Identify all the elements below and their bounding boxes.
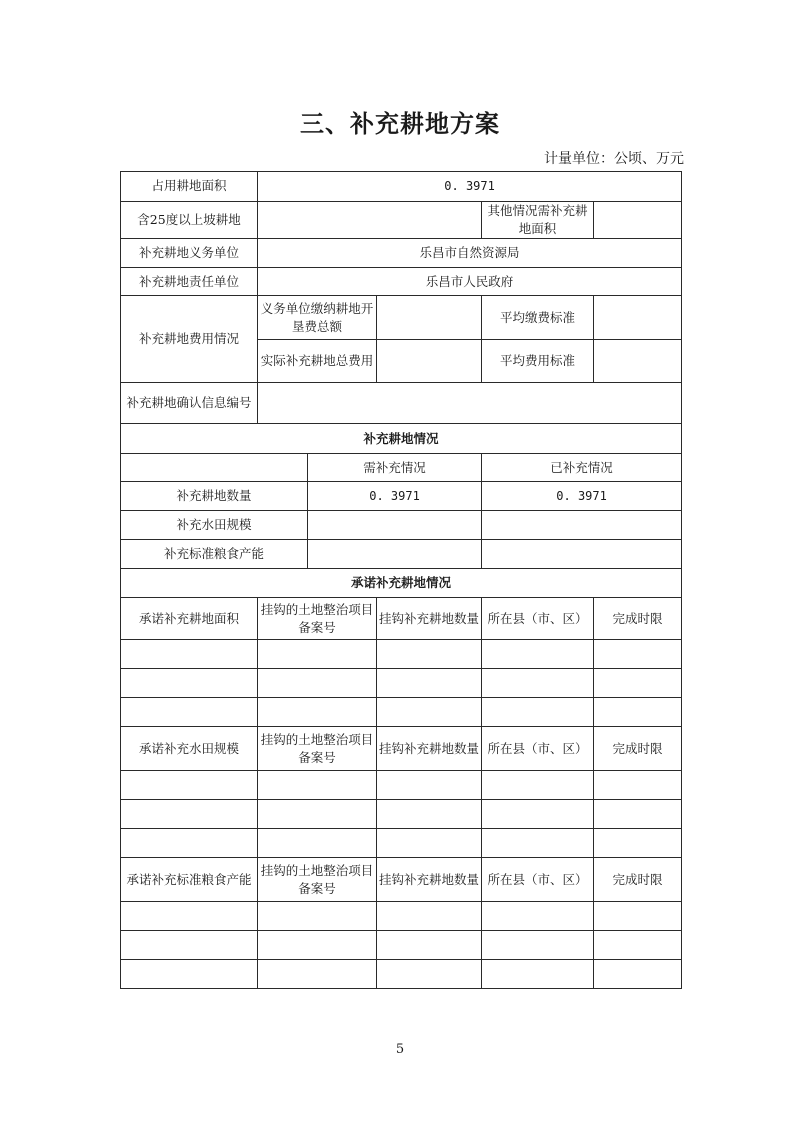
supplement-row-done: 0. 3971 (482, 482, 682, 511)
table-row (121, 771, 682, 800)
supplement-blank-header (121, 454, 308, 482)
table-row (121, 598, 682, 640)
table-row (121, 239, 682, 268)
unit-note: 计量单位：公顷、万元 (544, 151, 684, 167)
supplement-row-label: 补充耕地数量 (121, 482, 308, 511)
responsible-unit-label: 补充耕地责任单位 (121, 268, 258, 296)
supplement-row-label: 补充标准粮食产能 (121, 540, 308, 569)
col-county-header: 所在县（市、区） (482, 598, 594, 640)
table-row (121, 858, 682, 902)
supplement-row-label: 补充水田规模 (121, 511, 308, 540)
col-quantity-header: 挂钩补充耕地数量 (377, 858, 482, 902)
col-quantity-header: 挂钩补充耕地数量 (377, 598, 482, 640)
table-row (121, 511, 682, 540)
slope25-value (258, 202, 482, 239)
promise-group-label: 承诺补充水田规模 (121, 727, 258, 771)
col-county-header: 所在县（市、区） (482, 858, 594, 902)
avg-pay-label: 平均缴费标准 (482, 296, 594, 340)
supplement-row-done (482, 540, 682, 569)
col-quantity-header: 挂钩补充耕地数量 (377, 727, 482, 771)
table-row (121, 202, 682, 239)
slope25-label: 含25度以上坡耕地 (121, 202, 258, 239)
promise-heading: 承诺补充耕地情况 (121, 569, 682, 598)
table-row (121, 454, 682, 482)
table-row (121, 902, 682, 931)
fee-paid-label: 义务单位缴纳耕地开垦费总额 (258, 296, 377, 340)
supplement-heading: 补充耕地情况 (121, 424, 682, 454)
table-row (121, 383, 682, 424)
obligation-unit-label: 补充耕地义务单位 (121, 239, 258, 268)
table-row (121, 698, 682, 727)
page-title: 三、补充耕地方案 (300, 110, 500, 138)
occupied-area-value: 0. 3971 (258, 172, 682, 202)
table-row (121, 960, 682, 989)
col-deadline-header: 完成时限 (594, 727, 682, 771)
col-done-header: 已补充情况 (482, 454, 682, 482)
table-row (121, 172, 682, 202)
supplement-row-need: 0. 3971 (308, 482, 482, 511)
table-row (121, 424, 682, 454)
col-county-header: 所在县（市、区） (482, 727, 594, 771)
obligation-unit-value: 乐昌市自然资源局 (258, 239, 682, 268)
responsible-unit-value: 乐昌市人民政府 (258, 268, 682, 296)
actual-cost-label: 实际补充耕地总费用 (258, 340, 377, 383)
farmland-plan-table (120, 171, 682, 989)
avg-cost-value (594, 340, 682, 383)
supplement-row-need (308, 540, 482, 569)
fee-paid-value (377, 296, 482, 340)
supplement-row-need (308, 511, 482, 540)
fee-label: 补充耕地费用情况 (121, 296, 258, 383)
col-project-header: 挂钩的土地整治项目备案号 (258, 727, 377, 771)
avg-cost-label: 平均费用标准 (482, 340, 594, 383)
table-row (121, 296, 682, 340)
confirm-no-value (258, 383, 682, 424)
other-need-value (594, 202, 682, 239)
col-need-header: 需补充情况 (308, 454, 482, 482)
promise-group-label: 承诺补充标准粮食产能 (121, 858, 258, 902)
col-project-header: 挂钩的土地整治项目备案号 (258, 598, 377, 640)
table-row (121, 640, 682, 669)
table-row (121, 569, 682, 598)
col-project-header: 挂钩的土地整治项目备案号 (258, 858, 377, 902)
table-row (121, 268, 682, 296)
other-need-label: 其他情况需补充耕地面积 (482, 202, 594, 239)
avg-pay-value (594, 296, 682, 340)
table-row (121, 931, 682, 960)
table-row (121, 829, 682, 858)
promise-group-label: 承诺补充耕地面积 (121, 598, 258, 640)
occupied-area-label: 占用耕地面积 (121, 172, 258, 202)
table-row (121, 540, 682, 569)
actual-cost-value (377, 340, 482, 383)
table-row (121, 482, 682, 511)
col-deadline-header: 完成时限 (594, 598, 682, 640)
col-deadline-header: 完成时限 (594, 858, 682, 902)
confirm-no-label: 补充耕地确认信息编号 (121, 383, 258, 424)
page-number: 5 (395, 1042, 405, 1057)
supplement-row-done (482, 511, 682, 540)
table-row (121, 800, 682, 829)
table-row (121, 727, 682, 771)
table-row (121, 669, 682, 698)
